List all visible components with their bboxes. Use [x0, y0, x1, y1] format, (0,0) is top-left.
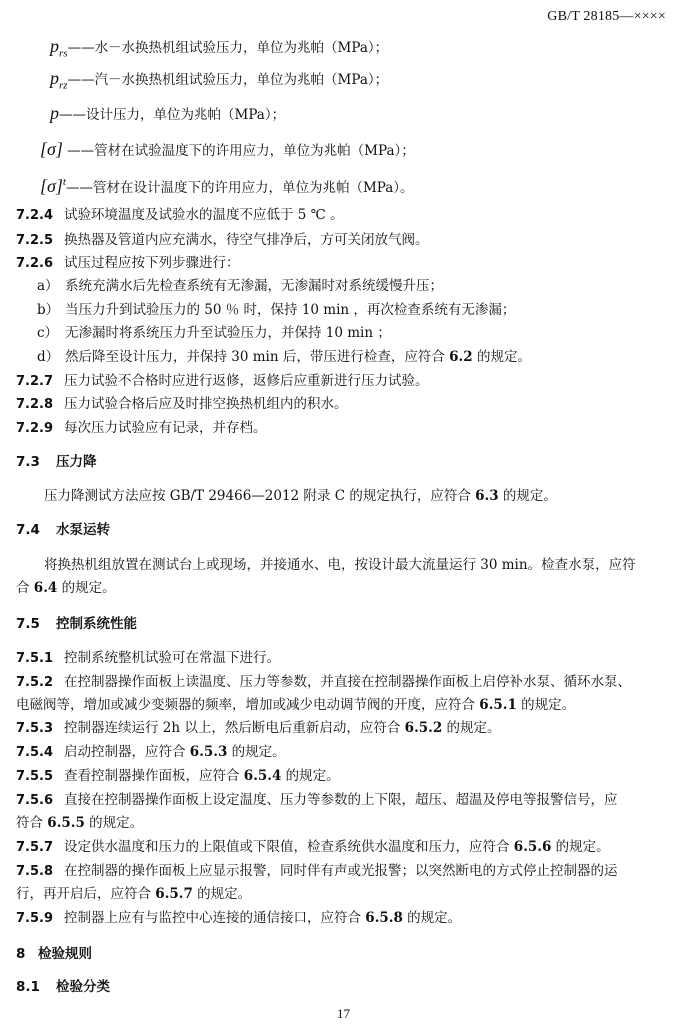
symbol: $p_{rs}$ [50, 36, 68, 60]
clause-reference: 6.5.3 [189, 744, 228, 760]
clause-text: 在控制器的操作面板上应显示报警，同时伴有声或光报警；以突然断电的方式停止控制器的运 [64, 863, 618, 879]
paragraph: 将换热机组放置在测试台上或现场，并接通水、电，按设计最大流量运行 30 min。检查水泵，应符 [44, 557, 636, 573]
clause-reference: 6.5.2 [404, 720, 443, 736]
list-item: a） 系统充满水后先检查系统有无渗漏，无渗漏时对系统缓慢升压； [37, 278, 443, 294]
clause-text: 查看控制器操作面板，应符合 [64, 768, 244, 784]
section-heading-8: 8 检验规则 [16, 946, 92, 962]
clause-number: 7.5.7 [16, 840, 54, 855]
clause-text: 的规定。 [402, 910, 462, 926]
clause-reference: 6.2 [449, 349, 473, 365]
list-label: b） [37, 302, 60, 318]
clause-number: 7.5.3 [16, 721, 54, 736]
clause-7-5-4 [16, 742, 286, 763]
list-item: b） 当压力升到试验压力的 50 ％ 时，保持 10 min ，再次检查系统有无渗漏； [37, 302, 516, 318]
clause-text: 电磁阀等，增加或减少变频器的频率，增加或减少电动调节阀的开度，应符合 [16, 697, 480, 713]
section-heading-8-1: 8.1 检验分类 [16, 979, 110, 995]
page-number: 17 [337, 1006, 350, 1021]
clause-7-5-8 [16, 861, 618, 882]
clause-text: 行，再开启后，应符合 [16, 886, 156, 902]
clause-number: 7.5.6 [16, 793, 54, 808]
clause-text: 的规定。 [227, 744, 286, 760]
clause-text: 直接在控制器操作面板上设定温度、压力等参数的上下限，超压、超温及停电等报警信号，应 [64, 792, 618, 808]
paragraph: 压力降测试方法应按 GB/T 29466—2012 附录 C 的规定执行，应符合 6.3 的规定。 [44, 488, 557, 504]
clause-7-5-9 [16, 908, 461, 929]
clause-7-5-3 [16, 718, 501, 739]
clause-text: 控制器上应有与监控中心连接的通信接口，应符合 [64, 910, 366, 926]
section-heading-7-5: 7.5 控制系统性能 [16, 616, 137, 632]
clause-number: 7.2.5 [16, 233, 54, 248]
clause-7-2-5 [16, 230, 429, 251]
clause-text: 符合 [16, 815, 48, 831]
standard-header: GB/T 28185—×××× [547, 9, 666, 24]
clause-7-5-1 [16, 648, 280, 669]
clause-text: 的规定。 [442, 720, 501, 736]
clause-number: 7.2.7 [16, 374, 54, 389]
clause-number: 7.2.4 [16, 208, 54, 223]
clause-reference: 6.5.1 [479, 697, 517, 713]
clause-number: 7.5.2 [16, 675, 54, 690]
clause-number: 7.2.6 [16, 256, 54, 271]
list-label: a） [37, 278, 59, 294]
clause-text: 压力试验不合格时应进行返修，返修后应重新进行压力试验。 [64, 373, 429, 389]
clause-number: 7.5.8 [16, 864, 54, 879]
symbol-definition: p——设计压力，单位为兆帕（MPa）； [50, 103, 286, 123]
clause-text: 设定供水温度和压力的上限值或下限值，检查系统供水温度和压力，应符合 [64, 839, 514, 855]
clause-number: 7.5.9 [16, 911, 54, 926]
clause-text: 的规定。 [192, 886, 252, 902]
clause-text: 控制器连续运行 2h 以上，然后断电后重新启动，应符合 [64, 720, 405, 736]
symbol: [σ] [40, 139, 63, 159]
list-item: c） 无渗漏时将系统压力升至试验压力，并保持 10 min ； [37, 325, 391, 341]
clause-text: 的规定。 [551, 839, 610, 855]
clause-text: 的规定。 [516, 697, 576, 713]
clause-reference: 6.5.4 [243, 768, 282, 784]
clause-text: 控制系统整机试验可在常温下进行。 [64, 650, 280, 666]
clause-7-2-6 [16, 253, 240, 274]
section-heading-7-4: 7.4 水泵运转 [16, 522, 110, 538]
clause-reference: 6.5.8 [365, 910, 403, 926]
clause-text: 的规定。 [281, 768, 340, 784]
symbol: $[\sigma]^t$ [40, 176, 66, 196]
clause-7-5-7 [16, 837, 610, 858]
clause-text: 换热器及管道内应充满水，待空气排净后，方可关闭放气阀。 [64, 232, 429, 248]
clause-number: 7.5.4 [16, 745, 54, 760]
clause-7-2-7 [16, 371, 429, 392]
clause-text: 在控制器操作面板上读温度、压力等参数，并直接在控制器操作面板上启停补水泵、循环水泵、 [64, 674, 631, 690]
list-item: d） 然后降至设计压力，并保持 30 min 后，带压进行检查，应符合 6.2 的规定。 [37, 349, 531, 365]
clause-7-2-4 [16, 205, 344, 226]
symbol-definition: $p_{rz}——$汽－水换热机组试验压力，单位为兆帕（MPa）； [50, 68, 389, 92]
clause-text: 压力试验合格后应及时排空换热机组内的积水。 [64, 396, 348, 412]
clause-text: 试压过程应按下列步骤进行： [64, 255, 240, 271]
clause-reference: 6.5.7 [155, 886, 193, 902]
clause-text: 启动控制器，应符合 [64, 744, 190, 760]
clause-number: 7.2.9 [16, 421, 54, 436]
symbol-definition: [σ] ——管材在试验温度下的许用应力，单位为兆帕（MPa）； [40, 139, 415, 159]
clause-text: 每次压力试验应有记录，并存档。 [64, 420, 267, 436]
list-label: c） [37, 325, 59, 341]
clause-reference: 6.5.6 [513, 839, 552, 855]
symbol: p [50, 103, 59, 123]
clause-7-5-5 [16, 766, 340, 787]
symbol-definition: $[\sigma]^t——$管材在设计温度下的许用应力，单位为兆帕（MPa）。 [40, 176, 414, 196]
clause-7-2-8 [16, 394, 348, 415]
clause-7-5-6 [16, 790, 618, 811]
clause-7-2-9 [16, 418, 267, 439]
clause-reference: 6.5.5 [47, 815, 85, 831]
clause-text: 试验环境温度及试验水的温度不应低于 5 ℃ 。 [64, 207, 344, 223]
paragraph-continuation: 合 6.4 的规定。 [16, 580, 116, 596]
clause-text: 的规定。 [84, 815, 144, 831]
clause-number: 7.2.8 [16, 397, 54, 412]
clause-continuation [16, 884, 251, 904]
clause-continuation [16, 813, 143, 833]
symbol-definition: $p_{rs}——$水－水换热机组试验压力，单位为兆帕（MPa）； [50, 36, 389, 60]
clause-number: 7.5.5 [16, 769, 54, 784]
clause-reference: 6.4 [33, 580, 58, 596]
list-label: d） [37, 349, 60, 365]
clause-number: 7.5.1 [16, 651, 54, 666]
clause-7-5-2 [16, 672, 631, 693]
symbol: $p_{rz}$ [50, 68, 68, 92]
section-heading-7-3: 7.3 压力降 [16, 454, 97, 470]
clause-reference: 6.3 [475, 488, 499, 504]
clause-continuation [16, 695, 575, 715]
